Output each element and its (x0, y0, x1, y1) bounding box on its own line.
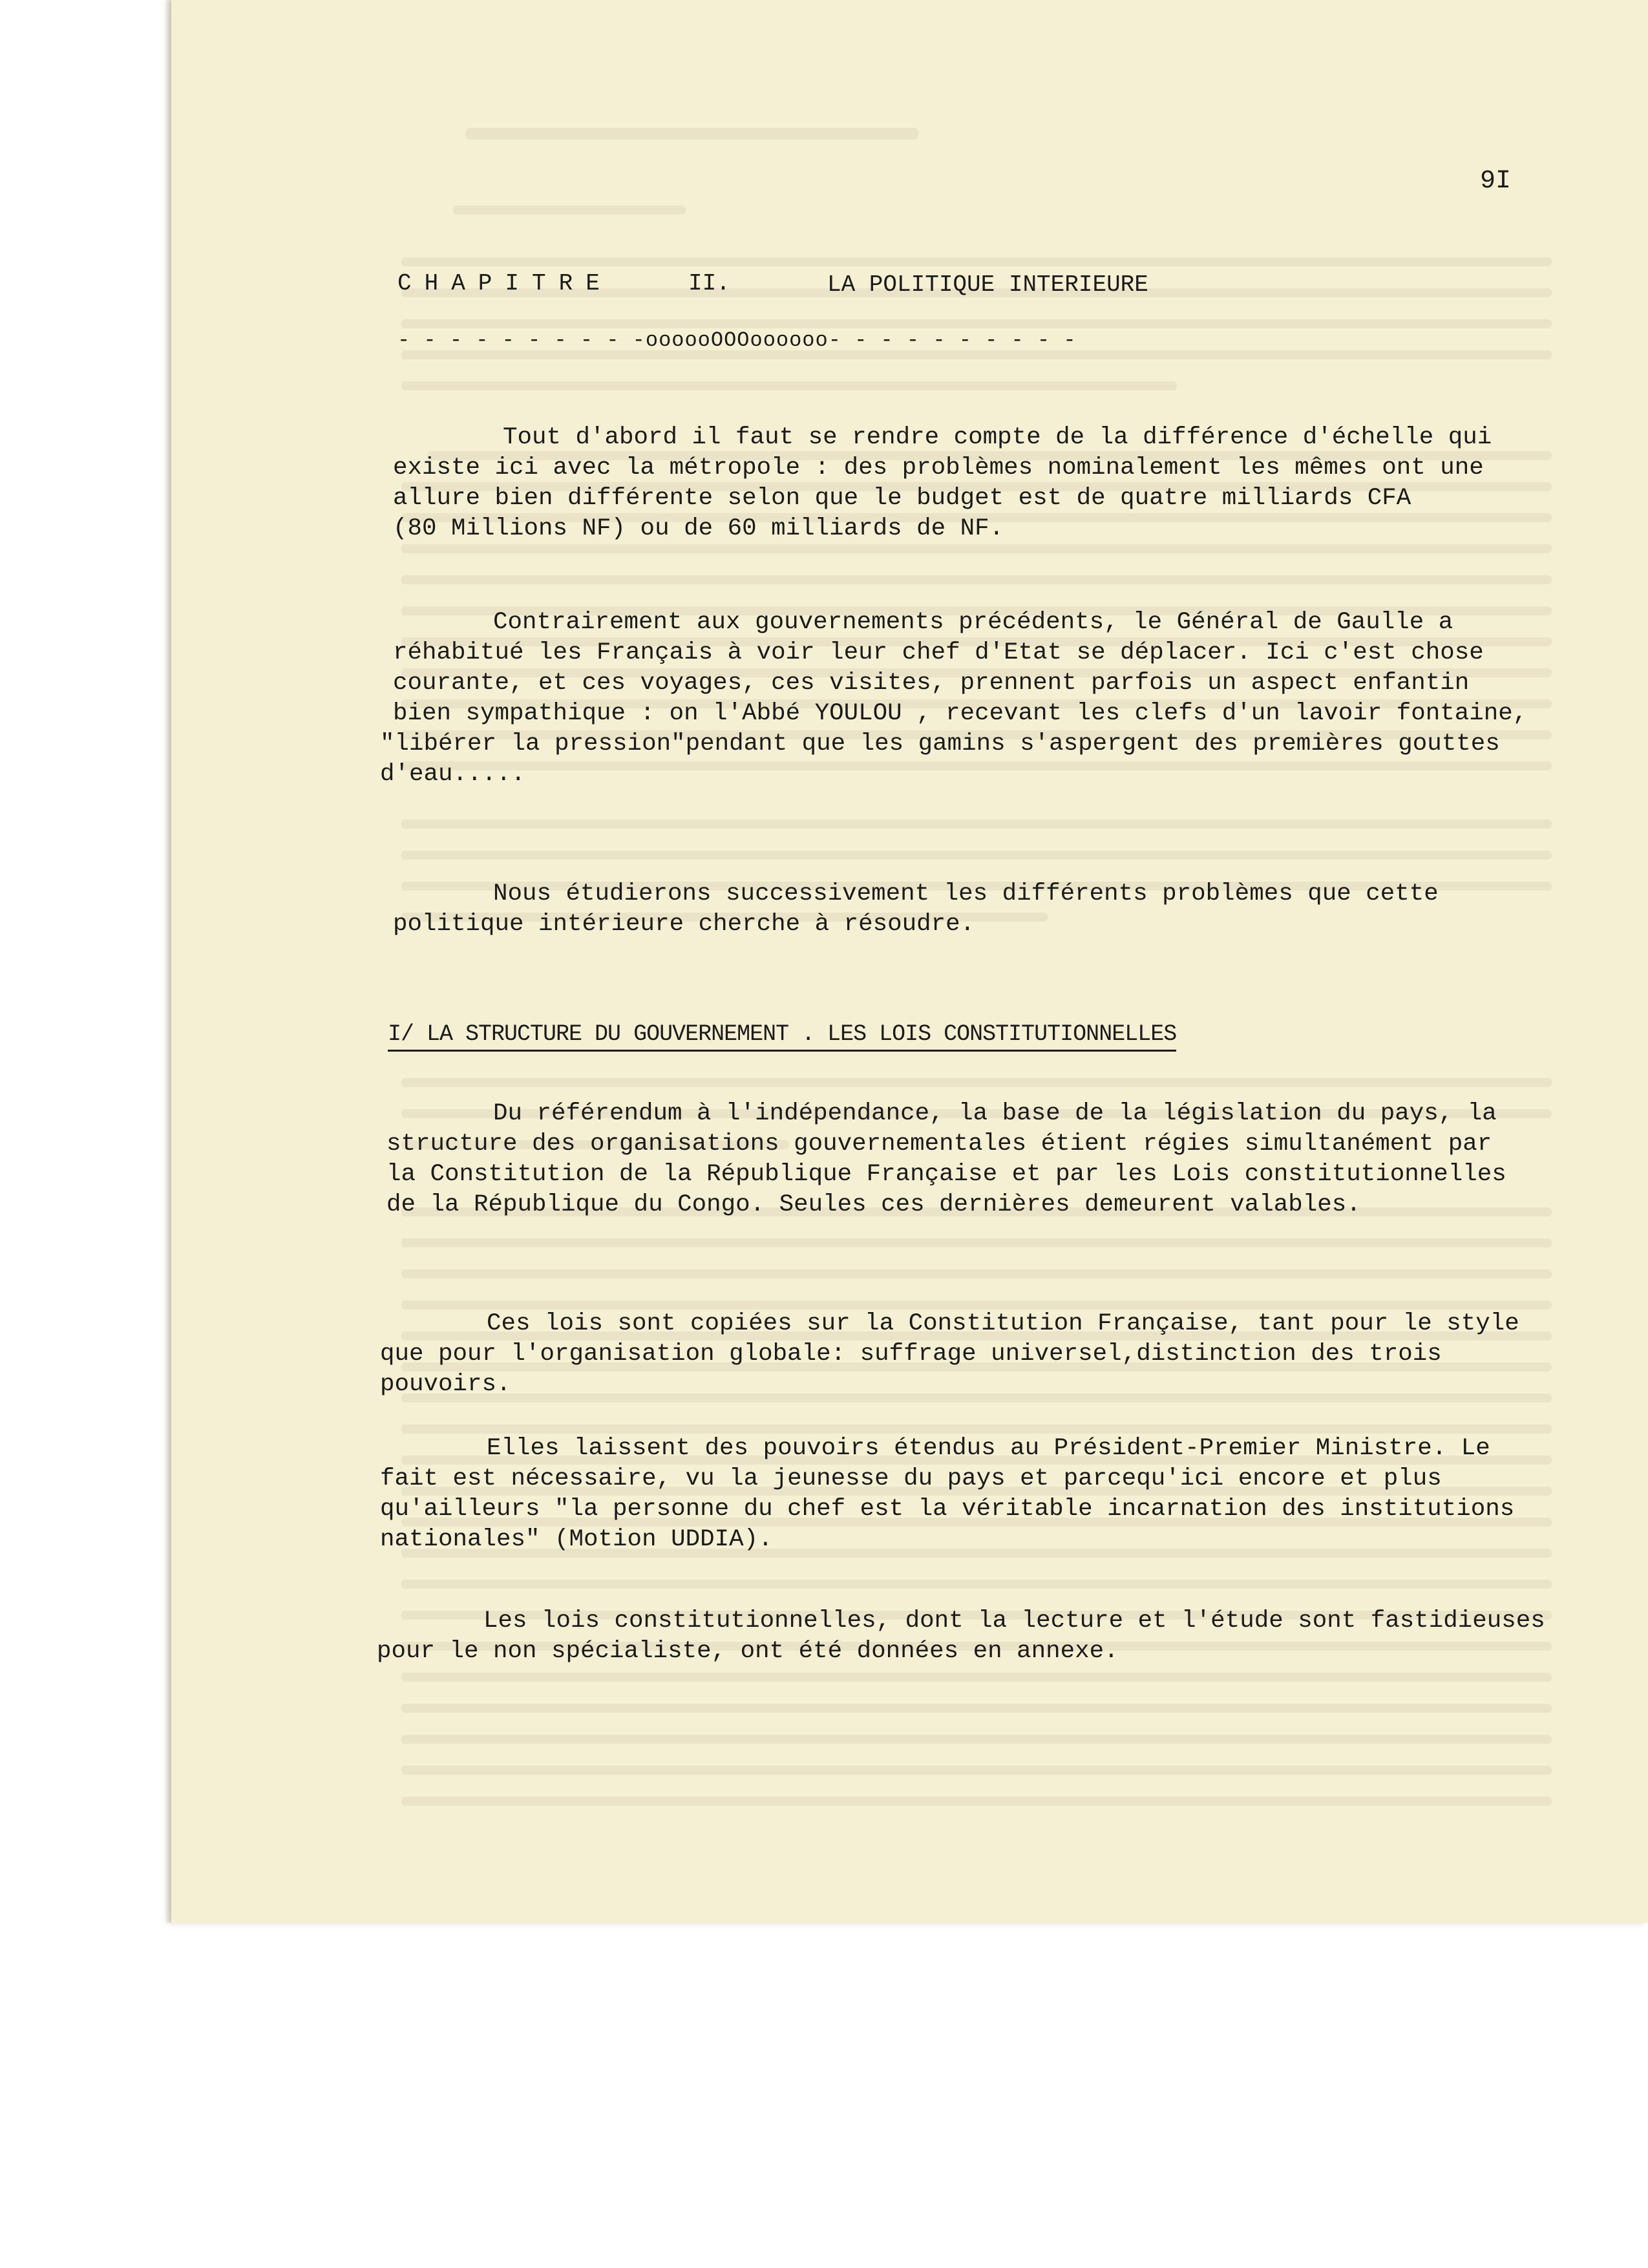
text-line: Tout d'abord il faut se rendre compte de la différence d'échelle qui (503, 424, 1492, 451)
text-line: qu'ailleurs "la personne du chef est la véritable incarnation des institutions (380, 1496, 1515, 1523)
text-line: nationales" (Motion UDDIA). (380, 1526, 773, 1553)
text-line: que pour l'organisation globale: suffrage universel,distinction des trois (380, 1341, 1442, 1368)
text-line: Elles laissent des pouvoirs étendus au Président-Premier Ministre. Le (487, 1435, 1490, 1462)
text-line: d'eau..... (380, 761, 526, 788)
paragraph-intro-voyages (380, 608, 1527, 790)
text-line: structure des organisations gouvernementales étient régies simultanément par (386, 1130, 1492, 1158)
text-line: Contrairement aux gouvernements précédents, le Général de Gaulle a (493, 609, 1453, 636)
text-line: bien sympathique : on l'Abbé YOULOU , recevant les clefs d'un lavoir fontaine, (393, 700, 1528, 727)
text-line: fait est nécessaire, vu la jeunesse du pays et parcequ'ici encore et plus (380, 1465, 1442, 1492)
text-line: Les lois constitutionnelles, dont la lecture et l'étude sont fastidieuses (483, 1607, 1545, 1635)
bleed-texture-lines (388, 109, 1616, 1854)
section-heading: I/ LA STRUCTURE DU GOUVERNEMENT . LES LOIS CONSTITUTIONNELLES (388, 1021, 1176, 1052)
text-line: (80 Millions NF) ou de 60 milliards de NF. (393, 515, 1004, 542)
text-line: Nous étudierons successivement les différents problèmes que cette (493, 880, 1439, 907)
text-line: de la République du Congo. Seules ces dernières demeurent valables. (386, 1191, 1361, 1218)
text-line: Ces lois sont copiées sur la Constitution Française, tant pour le style (487, 1310, 1519, 1337)
page-edge-shadow (165, 0, 171, 1923)
chapter-label: CHAPITRE (397, 270, 613, 297)
paragraph-section-powers (380, 1434, 1514, 1555)
paragraph-intro-scale (393, 423, 1492, 544)
paragraph-section-annex (377, 1606, 1545, 1667)
chapter-title: LA POLITIQUE INTERIEURE (827, 271, 1148, 298)
chapter-separator: - - - - - - - - - -oooooOOOoooooo- - - - - - - - - - (397, 328, 1077, 352)
text-line: pouvoirs. (380, 1371, 511, 1398)
text-line: la Constitution de la République Française et par les Lois constitutionnelles (386, 1161, 1506, 1188)
text-line: courante, et ces voyages, ces visites, prennent parfois un aspect enfantin (393, 670, 1470, 697)
paragraph-section-copies (380, 1309, 1519, 1400)
text-line: allure bien différente selon que le budget est de quatre milliards CFA (393, 485, 1411, 512)
text-line: existe ici avec la métropole : des problèmes nominalement les mêmes ont une (393, 454, 1484, 482)
text-line: réhabitué les Français à voir leur chef d'Etat se déplacer. Ici c'est chose (393, 639, 1484, 666)
page-number: 9I (1480, 167, 1512, 196)
chapter-number: II. (688, 270, 730, 297)
text-line: politique intérieure cherche à résoudre. (393, 911, 975, 938)
paragraph-section-legislation (386, 1099, 1506, 1220)
text-line: Du référendum à l'indépendance, la base de la législation du pays, la (493, 1100, 1497, 1127)
paragraph-intro-plan (393, 879, 1439, 940)
text-line: pour le non spécialiste, ont été données en annexe. (377, 1638, 1119, 1665)
text-line: "libérer la pression"pendant que les gamins s'aspergent des premières gouttes (380, 730, 1500, 758)
